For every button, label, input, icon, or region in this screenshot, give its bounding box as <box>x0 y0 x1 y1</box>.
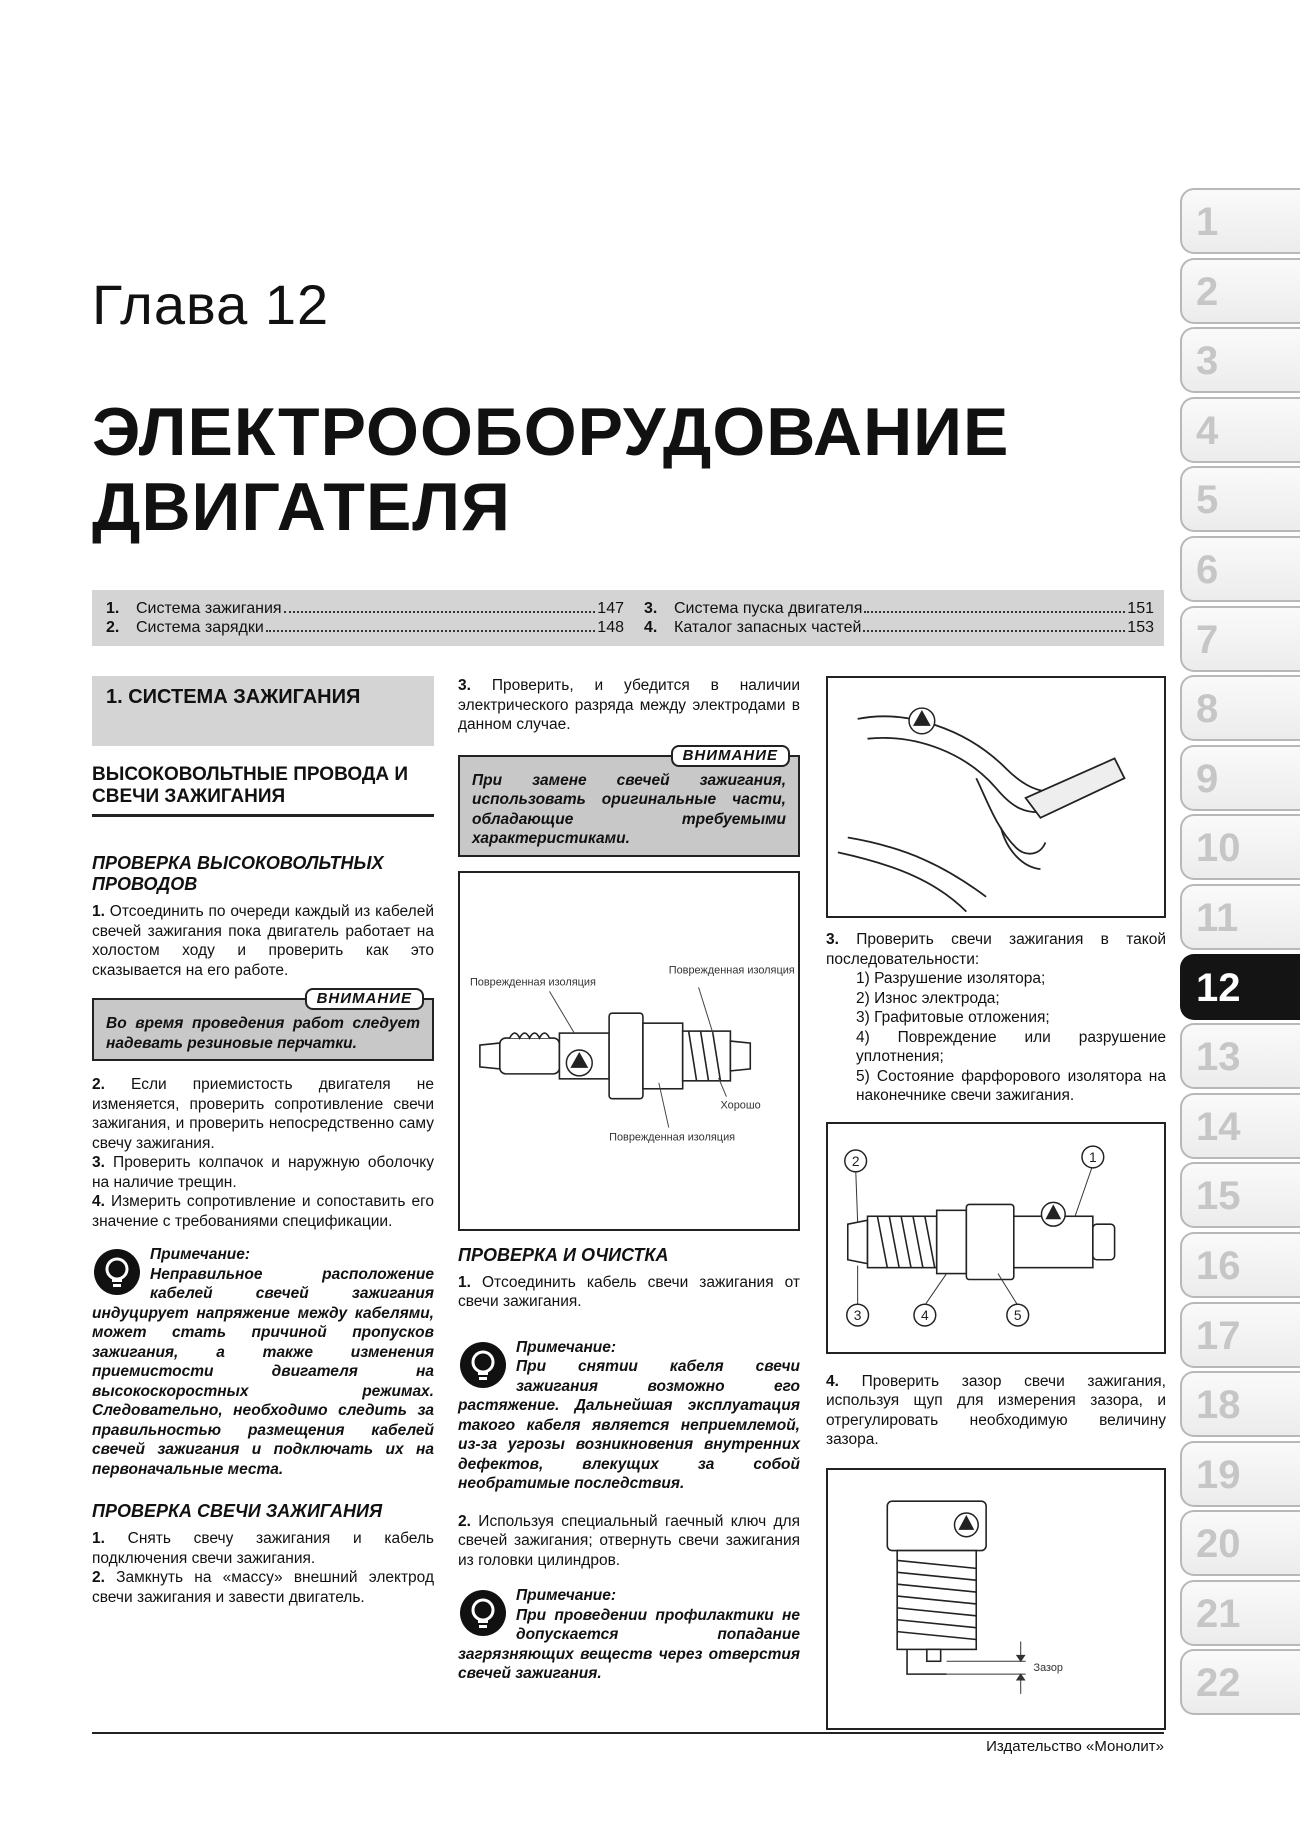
step-number: 3. <box>826 931 839 948</box>
toc-leader <box>266 618 596 632</box>
step-paragraph <box>92 1568 434 1607</box>
warning-box <box>458 746 800 857</box>
step-paragraph <box>458 676 800 735</box>
note-text: Неправильное расположение кабелей свечей зажигания индуцирует напряжение между кабелями, может стать причиной пропусков зажигания, а также изменения приемистости двигателя на высокоскоростных режимах. Следовательно, необходимо следить за правильностью размещения кабелей свечей зажигания и подключать их на первоначальные места. <box>92 1265 434 1478</box>
chapter-tab-20[interactable]: 20 <box>1180 1510 1300 1576</box>
chapter-tab-9[interactable]: 9 <box>1180 745 1300 811</box>
step-paragraph <box>458 1512 800 1571</box>
list-item: 1) Разрушение изолятора; <box>856 970 1046 987</box>
chapter-tab-3[interactable]: 3 <box>1180 327 1300 393</box>
toc-page: 147 <box>597 600 624 617</box>
chapter-tab-14[interactable]: 14 <box>1180 1093 1300 1159</box>
procedure-heading: ПРОВЕРКА СВЕЧИ ЗАЖИГАНИЯ <box>92 1501 383 1521</box>
step-text: Снять свечу зажигания и кабель подключения свечи зажигания. <box>92 1530 435 1567</box>
note-label: Примечание: <box>516 1587 617 1604</box>
toc-label: Каталог запасных частей <box>674 619 862 636</box>
warning-label: ВНИМАНИЕ <box>305 988 424 1010</box>
chapter-tab-8[interactable]: 8 <box>1180 675 1300 741</box>
column-1 <box>92 676 434 1607</box>
chapter-tab-16[interactable]: 16 <box>1180 1232 1300 1298</box>
publisher-footer: Издательство «Монолит» <box>986 1738 1164 1755</box>
step-number: 1. <box>458 1273 471 1291</box>
step-text: Если приемистость двигателя не изменяется, проверить сопротивление свечи зажигания, и проверить непосредственно саму свечу зажигания. <box>92 1076 434 1152</box>
chapter-tab-4[interactable]: 4 <box>1180 397 1300 463</box>
step-number: 4. <box>92 1193 105 1210</box>
warning-box <box>92 990 434 1061</box>
fig-label-damaged-3: Поврежденная изоляция <box>609 1130 736 1143</box>
callout-4: 4 <box>920 1306 929 1323</box>
title-line-1: ЭЛЕКТРООБОРУДОВАНИЕ <box>92 394 1010 470</box>
step-paragraph <box>92 902 434 980</box>
step-text: Проверить зазор свечи зажигания, используя щуп для измерения зазора, и отрегулировать необходимую величину зазора. <box>826 1372 1166 1448</box>
step-text: Отсоединить кабель свечи зажигания от свечи зажигания. <box>458 1273 801 1310</box>
fig-label-damaged-1: Поврежденная изоляция <box>469 975 596 988</box>
subsection-heading: ВЫСОКОВОЛЬТНЫЕ ПРОВОДА И СВЕЧИ ЗАЖИГАНИЯ <box>92 764 434 817</box>
step-text: Отсоединить по очереди каждый из кабелей свечей зажигания пока двигатель работает на холостом ходу и проверить как это сказывается на его работе. <box>92 903 434 979</box>
toc-num: 1. <box>106 600 120 617</box>
list-item: 4) Повреждение или разрушение уплотнения; <box>856 1028 1166 1065</box>
toc-label: Система пуска двигателя <box>674 600 863 617</box>
spark-plug-gap-diagram <box>828 1470 1164 1728</box>
fig-label-damaged-2: Поврежденная изоляция <box>668 963 795 976</box>
spark-plug-diagram <box>460 873 798 1229</box>
callout-2: 2 <box>851 1152 860 1169</box>
spark-plug-parts-diagram <box>828 1124 1164 1352</box>
lightbulb-icon <box>458 1588 508 1638</box>
warning-label: ВНИМАНИЕ <box>671 745 790 767</box>
step-text: Проверить колпачок и наружную оболочку на наличие трещин. <box>92 1154 434 1191</box>
spark-plug-insulation-figure <box>458 871 800 1231</box>
footer-rule <box>92 1732 1164 1734</box>
procedure-heading: ПРОВЕРКА ВЫСОКОВОЛЬТНЫХ ПРОВОДОВ <box>92 853 384 894</box>
chapter-tab-22[interactable]: 22 <box>1180 1649 1300 1715</box>
spark-plug-gap-figure <box>826 1468 1166 1730</box>
toc-item[interactable] <box>644 599 1154 618</box>
step-number: 3. <box>458 677 471 694</box>
note-block <box>458 1586 800 1684</box>
step-number: 1. <box>92 1530 105 1547</box>
step-paragraph <box>92 1075 434 1153</box>
chapter-tab-1[interactable]: 1 <box>1180 188 1300 254</box>
chapter-tab-7[interactable]: 7 <box>1180 606 1300 672</box>
step-paragraph <box>92 1192 434 1231</box>
toc-leader <box>863 618 1125 632</box>
toc-leader <box>284 599 596 613</box>
chapter-tabs <box>1180 188 1300 1719</box>
list-item: 5) Состояние фарфорового изолятора на наконечнике свечи зажигания. <box>856 1067 1166 1104</box>
lightbulb-icon <box>458 1340 508 1390</box>
callout-3: 3 <box>853 1306 862 1323</box>
chapter-tab-11[interactable]: 11 <box>1180 884 1300 950</box>
chapter-tab-17[interactable]: 17 <box>1180 1302 1300 1368</box>
toc-item[interactable] <box>106 618 624 637</box>
chapter-tab-21[interactable]: 21 <box>1180 1580 1300 1646</box>
step-text: Используя специальный гаечный ключ для свечей зажигания; отвернуть свечи зажигания из головки цилиндров. <box>458 1512 800 1569</box>
chapter-tab-13[interactable]: 13 <box>1180 1023 1300 1089</box>
toc-leader <box>864 599 1125 613</box>
toc-num: 2. <box>106 619 120 636</box>
warning-text: При замене свечей зажигания, использовать оригинальные части, обладающие требуемыми характеристиками. <box>472 771 786 847</box>
hand-removing-cable-illustration <box>828 678 1164 916</box>
step-paragraph <box>826 1372 1166 1450</box>
gap-label: Зазор <box>1033 1661 1063 1674</box>
toc-label: Система зарядки <box>136 619 264 636</box>
step-paragraph <box>458 1273 800 1312</box>
step-paragraph <box>826 930 1166 969</box>
step-number: 3. <box>92 1154 105 1171</box>
toc-num: 4. <box>644 619 658 636</box>
note-block <box>92 1245 434 1479</box>
chapter-tab-10[interactable]: 10 <box>1180 814 1300 880</box>
chapter-tab-19[interactable]: 19 <box>1180 1441 1300 1507</box>
chapter-tab-5[interactable]: 5 <box>1180 466 1300 532</box>
table-of-contents <box>92 590 1164 646</box>
callout-5: 5 <box>1013 1306 1022 1323</box>
chapter-tab-12[interactable]: 12 <box>1180 954 1300 1020</box>
toc-page: 148 <box>597 619 624 636</box>
step-text: Проверить, и убедится в наличии электрического разряда между электродами в данном случае. <box>458 677 800 733</box>
list-item: 2) Износ электрода; <box>856 989 1000 1007</box>
toc-page: 151 <box>1127 600 1154 617</box>
note-label: Примечание: <box>516 1338 617 1356</box>
step-number: 2. <box>92 1076 105 1093</box>
step-paragraph <box>92 1153 434 1192</box>
column-2 <box>458 676 800 1702</box>
procedure-heading: ПРОВЕРКА И ОЧИСТКА <box>458 1244 669 1265</box>
note-text: При снятии кабеля свечи зажигания возможно его растяжение. Дальнейшая эксплуатация такого кабеля является неприемлемой, из-за угрозы возникновения внутренних дефектов, влекущих за собой необратимые последствия. <box>458 1358 800 1492</box>
column-3 <box>826 676 1166 1730</box>
step-text: Проверить свечи зажигания в такой последовательности: <box>826 931 1167 968</box>
chapter-title: Глава 12 <box>92 273 330 336</box>
note-text: При проведении профилактики не допускается попадание загрязняющих веществ через отверстия свечей зажигания. <box>458 1606 800 1682</box>
note-block <box>458 1338 800 1494</box>
chapter-tab-15[interactable]: 15 <box>1180 1162 1300 1228</box>
page-title <box>92 395 1009 545</box>
section-heading: 1. СИСТЕМА ЗАЖИГАНИЯ <box>92 676 434 746</box>
step-number: 1. <box>92 903 105 920</box>
chapter-tab-18[interactable]: 18 <box>1180 1371 1300 1437</box>
step-text: Измерить сопротивление и сопоставить его значение с требованиями спецификации. <box>92 1193 434 1230</box>
toc-label: Система зажигания <box>136 600 282 617</box>
lightbulb-icon <box>92 1247 142 1297</box>
note-label: Примечание: <box>150 1246 251 1263</box>
chapter-tab-6[interactable]: 6 <box>1180 536 1300 602</box>
spark-plug-parts-figure <box>826 1122 1166 1354</box>
fig-label-good: Хорошо <box>720 1099 761 1112</box>
step-paragraph <box>92 1529 434 1568</box>
warning-text: Во время проведения работ следует надевать резиновые перчатки. <box>106 1015 420 1052</box>
title-line-2: ДВИГАТЕЛЯ <box>92 469 511 545</box>
toc-item[interactable] <box>106 599 624 618</box>
step-number: 2. <box>92 1569 105 1586</box>
toc-page: 153 <box>1127 619 1154 636</box>
callout-1: 1 <box>1088 1148 1097 1165</box>
step-text: Замкнуть на «массу» внешний электрод свечи зажигания и завести двигатель. <box>92 1569 434 1606</box>
hand-cable-photo <box>826 676 1166 918</box>
toc-item[interactable] <box>644 618 1154 637</box>
chapter-tab-2[interactable]: 2 <box>1180 258 1300 324</box>
step-number: 2. <box>458 1512 471 1530</box>
toc-num: 3. <box>644 600 658 617</box>
list-item: 3) Графитовые отложения; <box>856 1009 1050 1026</box>
step-number: 4. <box>826 1372 839 1390</box>
